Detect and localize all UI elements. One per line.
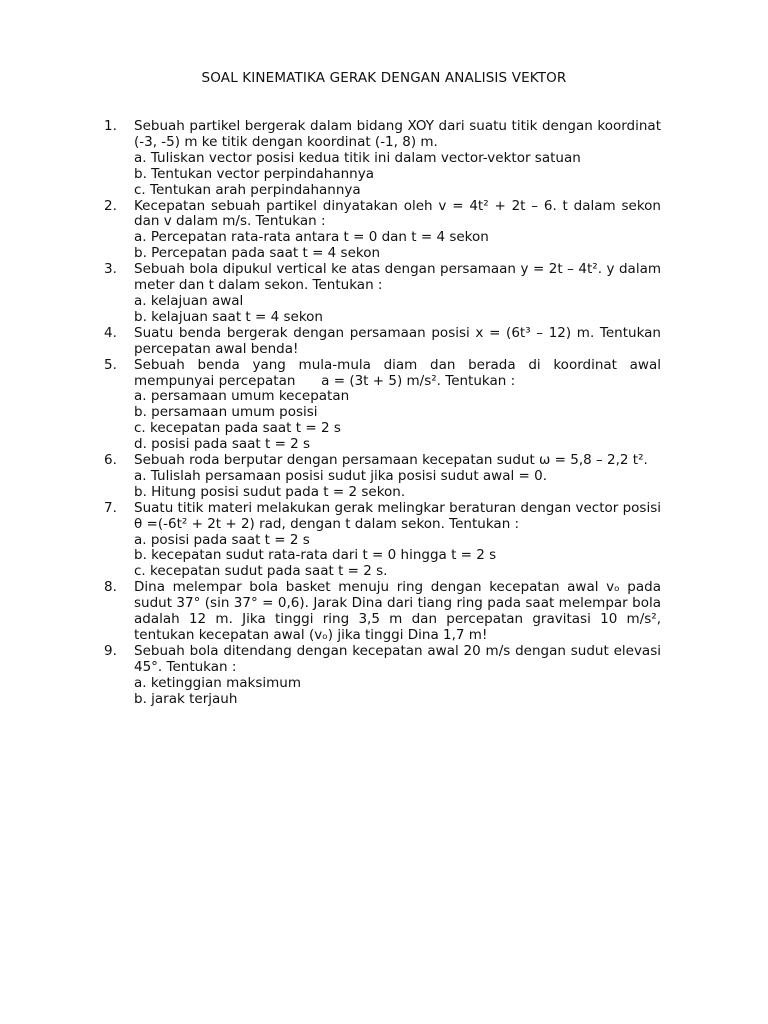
sub-question: b. kecepatan sudut rata-rata dari t = 0 hingga t = 2 s — [134, 547, 497, 564]
sub-question: a. Tulislah persamaan posisi sudut jika posisi sudut awal = 0. — [134, 467, 548, 484]
sub-question: a. Tuliskan vector posisi kedua titik ini dalam vector-vektor satuan — [134, 149, 581, 166]
question-item — [104, 644, 661, 708]
question-number: 5. — [104, 356, 117, 373]
question-text: Kecepatan sebuah partikel dinyatakan oleh v = 4t² + 2t – 6. t dalam sekon dan v dalam m/s. Tentukan : — [134, 197, 661, 230]
question-number: 2. — [104, 197, 117, 214]
sub-question: a. persamaan umum kecepatan — [134, 388, 350, 405]
sub-question: a. kelajuan awal — [134, 292, 244, 309]
sub-question: a. ketinggian maksimum — [134, 674, 301, 691]
question-number: 6. — [104, 452, 117, 469]
sub-question: b. Tentukan vector perpindahannya — [134, 165, 374, 182]
sub-question: b. persamaan umum posisi — [134, 404, 318, 421]
sub-question: b. Percepatan pada saat t = 4 sekon — [134, 245, 381, 262]
sub-question: b. kelajuan saat t = 4 sekon — [134, 308, 323, 325]
question-item — [104, 262, 661, 326]
document-title: SOAL KINEMATIKA GERAK DENGAN ANALISIS VEKTOR — [201, 70, 567, 86]
question-text: Sebuah bola dipukul vertical ke atas dengan persamaan y = 2t – 4t². y dalam meter dan t dalam sekon. Tentukan : — [134, 261, 661, 294]
sub-question: c. kecepatan sudut pada saat t = 2 s. — [134, 563, 388, 580]
question-number: 7. — [104, 499, 117, 516]
question-item — [104, 501, 661, 581]
sub-question: a. posisi pada saat t = 2 s — [134, 531, 310, 548]
question-item — [104, 119, 661, 199]
question-list — [104, 118, 666, 708]
question-item — [104, 580, 661, 644]
question-item — [104, 326, 661, 358]
sub-question: d. posisi pada saat t = 2 s — [134, 436, 311, 453]
question-number: 8. — [104, 579, 117, 596]
question-item — [104, 199, 661, 263]
question-number: 4. — [104, 324, 117, 341]
question-text: Sebuah benda yang mula-mula diam dan berada di koordinat awal mempunyai percepatan a = (3t + 5) m/s². Tentukan : — [134, 356, 666, 389]
sub-question: c. kecepatan pada saat t = 2 s — [134, 420, 341, 437]
question-text: Sebuah bola ditendang dengan kecepatan awal 20 m/s dengan sudut elevasi 45°. Tentukan : — [134, 642, 661, 675]
question-item — [104, 356, 666, 453]
sub-question: b. Hitung posisi sudut pada t = 2 sekon. — [134, 483, 406, 500]
sub-question: b. jarak terjauh — [134, 690, 238, 707]
sub-question: a. Percepatan rata-rata antara t = 0 dan t = 4 sekon — [134, 229, 489, 246]
question-text: Sebuah partikel bergerak dalam bidang XOY dari suatu titik dengan koordinat (-3, -5) m ke titik dengan koordinat (-1, 8) m. — [134, 118, 661, 150]
sub-question: c. Tentukan arah perpindahannya — [134, 181, 361, 198]
question-text: Dina melempar bola basket menuju ring dengan kecepatan awal vₒ pada sudut 37° (sin 37° = 0,6). Jarak Dina dari tiang ring pada saat melempar bola adalah 12 m. Jika tinggi ring 3,5 m dan percepatan gravitasi 10 m/s², tentukan kecepatan awal (vₒ) jika tinggi Dina 1,7 m! — [134, 579, 661, 643]
question-number: 1. — [104, 118, 117, 134]
question-item — [104, 453, 661, 501]
question-number: 3. — [104, 261, 117, 278]
question-text: Suatu titik materi melakukan gerak melingkar beraturan dengan vector posisi θ =(-6t² + 2t + 2) rad, dengan t dalam sekon. Tentukan : — [134, 499, 661, 532]
question-number: 9. — [104, 642, 117, 659]
question-text: Suatu benda bergerak dengan persamaan posisi x = (6t³ – 12) m. Tentukan percepatan awal benda! — [134, 324, 661, 357]
question-text: Sebuah roda berputar dengan persamaan kecepatan sudut ω = 5,8 – 2,2 t². — [134, 452, 648, 469]
